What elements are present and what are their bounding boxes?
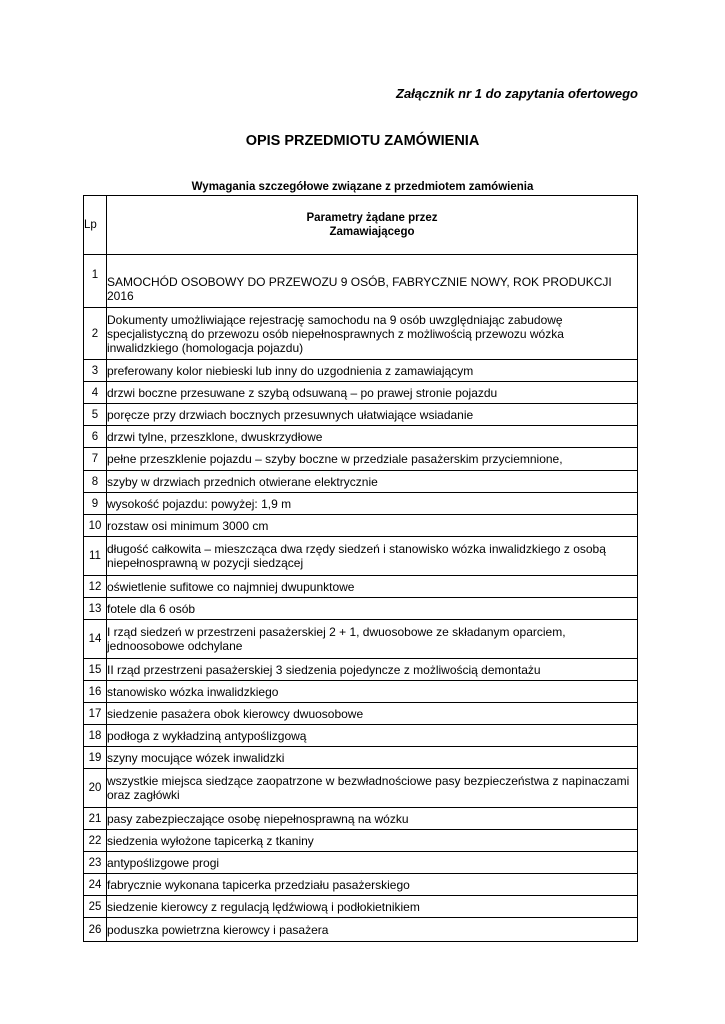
- table-row: [84, 659, 638, 681]
- row-text: poręcze przy drzwiach bocznych przesuwnych ułatwiające wsiadanie: [107, 404, 638, 426]
- row-number: 15: [84, 659, 107, 681]
- table-body: [84, 255, 638, 942]
- table-header-row: [84, 196, 638, 255]
- row-number: 1: [84, 255, 107, 308]
- table-caption: Wymagania szczegółowe związane z przedmiotem zamówienia: [191, 181, 534, 193]
- row-text: pełne przeszklenie pojazdu – szyby boczne w przedziale pasażerskim przyciemnione,: [107, 448, 638, 471]
- row-text: I rząd siedzeń w przestrzeni pasażerskiej 2 + 1, dwuosobowe ze składanym oparciem, jednoosobowe odchylane: [107, 620, 638, 659]
- row-text: SAMOCHÓD OSOBOWY DO PRZEWOZU 9 OSÓB, FABRYCZNIE NOWY, ROK PRODUKCJI 2016: [107, 255, 638, 308]
- row-number: 9: [84, 493, 107, 515]
- row-number: 6: [84, 426, 107, 448]
- row-text: długość całkowita – mieszcząca dwa rzędy siedzeń i stanowisko wózka inwalidzkiego z osobą niepełnosprawną w pozycji siedzącej: [107, 537, 638, 576]
- table-row: [84, 620, 638, 659]
- row-text: pasy zabezpieczające osobę niepełnosprawną na wózku: [107, 808, 638, 830]
- table-row: [84, 769, 638, 808]
- row-text: wszystkie miejsca siedzące zaopatrzone w bezwładnościowe pasy bezpieczeństwa z napinaczami oraz zagłówki: [107, 769, 638, 808]
- requirements-table: [83, 195, 638, 942]
- table-row: [84, 918, 638, 942]
- row-text: oświetlenie sufitowe co najmniej dwupunktowe: [107, 576, 638, 598]
- attachment-label: Załącznik nr 1 do zapytania ofertowego: [396, 86, 638, 101]
- table-row: [84, 576, 638, 598]
- row-text: antypoślizgowe progi: [107, 852, 638, 874]
- row-number: 4: [84, 382, 107, 404]
- row-number: 11: [84, 537, 107, 576]
- row-number: 23: [84, 852, 107, 874]
- row-number: 21: [84, 808, 107, 830]
- row-text: preferowany kolor niebieski lub inny do uzgodnienia z zamawiającym: [107, 360, 638, 382]
- row-text: szyny mocujące wózek inwalidzki: [107, 747, 638, 769]
- row-text: podłoga z wykładziną antypoślizgową: [107, 725, 638, 747]
- table-row: [84, 493, 638, 515]
- row-number: 7: [84, 448, 107, 471]
- table-row: [84, 537, 638, 576]
- row-number: 20: [84, 769, 107, 808]
- table-row: [84, 681, 638, 703]
- row-number: 26: [84, 918, 107, 942]
- row-text: siedzenie kierowcy z regulacją lędźwiową i podłokietnikiem: [107, 896, 638, 918]
- row-number: 19: [84, 747, 107, 769]
- table-row: [84, 255, 638, 308]
- table-row: [84, 426, 638, 448]
- row-number: 5: [84, 404, 107, 426]
- row-number: 25: [84, 896, 107, 918]
- table-row: [84, 448, 638, 471]
- row-number: 3: [84, 360, 107, 382]
- row-number: 13: [84, 598, 107, 620]
- row-text: II rząd przestrzeni pasażerskiej 3 siedzenia pojedyncze z możliwością demontażu: [107, 659, 638, 681]
- table-row: [84, 725, 638, 747]
- row-text: siedzenia wyłożone tapicerką z tkaniny: [107, 830, 638, 852]
- row-text: poduszka powietrzna kierowcy i pasażera: [107, 918, 638, 942]
- row-number: 18: [84, 725, 107, 747]
- row-number: 8: [84, 471, 107, 493]
- row-number: 14: [84, 620, 107, 659]
- table-row: [84, 515, 638, 537]
- document-title: OPIS PRZEDMIOTU ZAMÓWIENIA: [245, 133, 480, 149]
- row-number: 17: [84, 703, 107, 725]
- table-row: [84, 471, 638, 493]
- table-row: [84, 808, 638, 830]
- column-header-parameters: [107, 196, 638, 255]
- row-number: 2: [84, 308, 107, 360]
- row-text: fabrycznie wykonana tapicerka przedziału pasażerskiego: [107, 874, 638, 896]
- table-row: [84, 747, 638, 769]
- column-header-parameters-line1: Parametry żądane przez: [306, 212, 438, 224]
- table-row: [84, 703, 638, 725]
- row-text: szyby w drzwiach przednich otwierane elektrycznie: [107, 471, 638, 493]
- row-text: stanowisko wózka inwalidzkiego: [107, 681, 638, 703]
- column-header-parameters-line2: Zamawiającego: [329, 226, 415, 238]
- row-text: drzwi boczne przesuwane z szybą odsuwaną – po prawej stronie pojazdu: [107, 382, 638, 404]
- table-row: [84, 830, 638, 852]
- row-text: wysokość pojazdu: powyżej: 1,9 m: [107, 493, 638, 515]
- row-number: 16: [84, 681, 107, 703]
- row-text: fotele dla 6 osób: [107, 598, 638, 620]
- row-text: drzwi tylne, przeszklone, dwuskrzydłowe: [107, 426, 638, 448]
- table-row: [84, 598, 638, 620]
- row-number: 24: [84, 874, 107, 896]
- table-row: [84, 382, 638, 404]
- row-text: Dokumenty umożliwiające rejestrację samochodu na 9 osób uwzględniając zabudowę specjalistyczną do przewozu osób niepełnosprawnych z możliwością przewozu wózka inwalidzkiego (homologacja pojazdu): [107, 308, 638, 360]
- row-text: rozstaw osi minimum 3000 cm: [107, 515, 638, 537]
- table-row: [84, 360, 638, 382]
- row-text: siedzenie pasażera obok kierowcy dwuosobowe: [107, 703, 638, 725]
- row-number: 12: [84, 576, 107, 598]
- table-row: [84, 852, 638, 874]
- table-row: [84, 308, 638, 360]
- table-row: [84, 404, 638, 426]
- column-header-lp: Lp: [84, 196, 107, 255]
- row-number: 22: [84, 830, 107, 852]
- row-number: 10: [84, 515, 107, 537]
- table-row: [84, 874, 638, 896]
- table-row: [84, 896, 638, 918]
